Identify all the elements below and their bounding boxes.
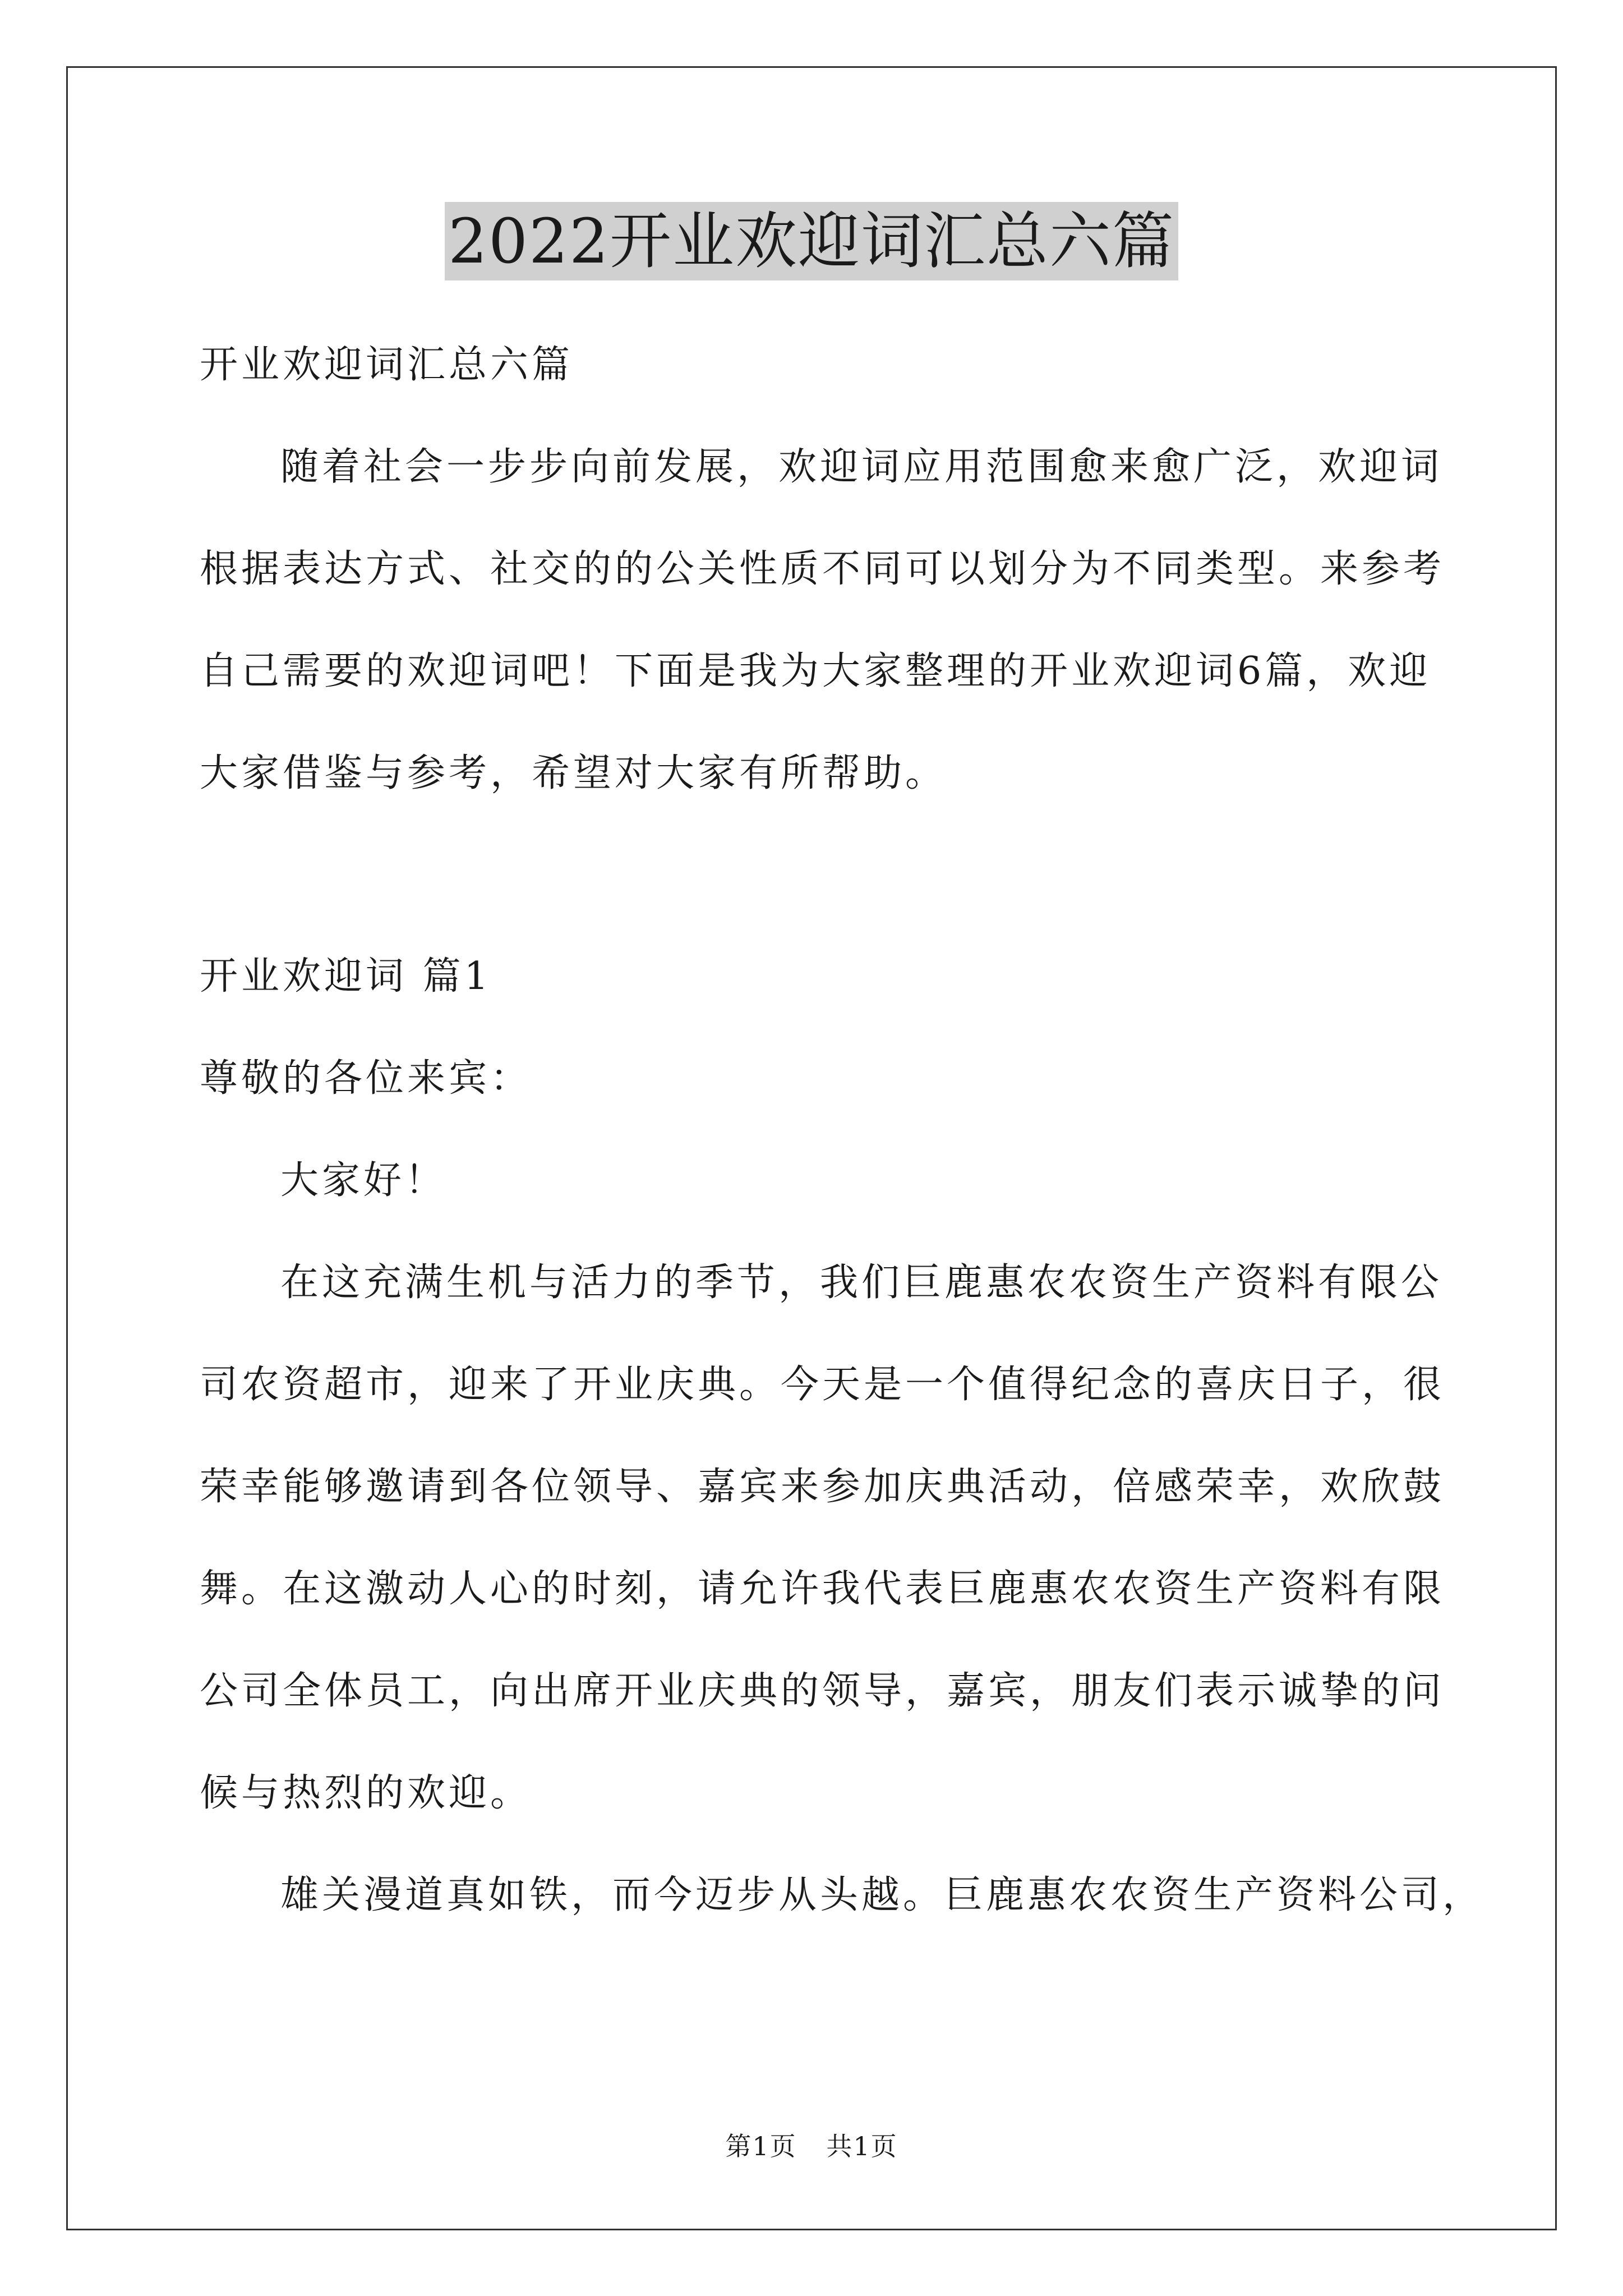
body-paragraph-2 (200, 1844, 1484, 1947)
paragraph-line: 雄关漫道真如铁，而今迈步从头越。巨鹿惠农农资生产资料公司， (280, 1873, 1484, 1917)
paragraph-line: 候与热烈的欢迎。 (200, 1771, 532, 1815)
page-footer (0, 2126, 1623, 2163)
section-heading: 开业欢迎词 篇1 (200, 954, 492, 999)
intro-line: 自己需要的欢迎词吧！下面是我为大家整理的开业欢迎词6篇，欢迎 (200, 649, 1431, 693)
body-paragraph-1 (200, 1232, 1445, 1844)
page-number-current: 第1页 (725, 2131, 797, 2161)
paragraph-line: 在这充满生机与活力的季节，我们巨鹿惠农农资生产资料有限公 (280, 1260, 1443, 1305)
document-title: 2022开业欢迎词汇总六篇 (445, 202, 1178, 280)
intro-line: 大家借鉴与参考，希望对大家有所帮助。 (200, 751, 947, 795)
section-gap (200, 825, 1433, 926)
intro-paragraph (200, 416, 1445, 825)
paragraph-line: 司农资超市，迎来了开业庆典。今天是一个值得纪念的喜庆日子，很 (200, 1363, 1445, 1407)
greeting: 大家好！ (280, 1158, 447, 1203)
document-body (200, 314, 1484, 1947)
paragraph-line: 公司全体员工，向出席开业庆典的领导，嘉宾，朋友们表示诚挚的问 (200, 1669, 1445, 1713)
title-wrap (0, 202, 1623, 280)
page-number-total: 共1页 (826, 2131, 898, 2161)
paragraph-line: 荣幸能够邀请到各位领导、嘉宾来参加庆典活动，倍感荣幸，欢欣鼓 (200, 1465, 1445, 1509)
document-subtitle: 开业欢迎词汇总六篇 (200, 343, 574, 387)
intro-line: 随着社会一步步向前发展，欢迎词应用范围愈来愈广泛，欢迎词 (280, 445, 1443, 489)
salutation: 尊敬的各位来宾： (200, 1056, 532, 1101)
intro-line: 根据表达方式、社交的的公关性质不同可以划分为不同类型。来参考 (200, 547, 1445, 591)
paragraph-line: 舞。在这激动人心的时刻，请允许我代表巨鹿惠农农资生产资料有限 (200, 1567, 1445, 1611)
